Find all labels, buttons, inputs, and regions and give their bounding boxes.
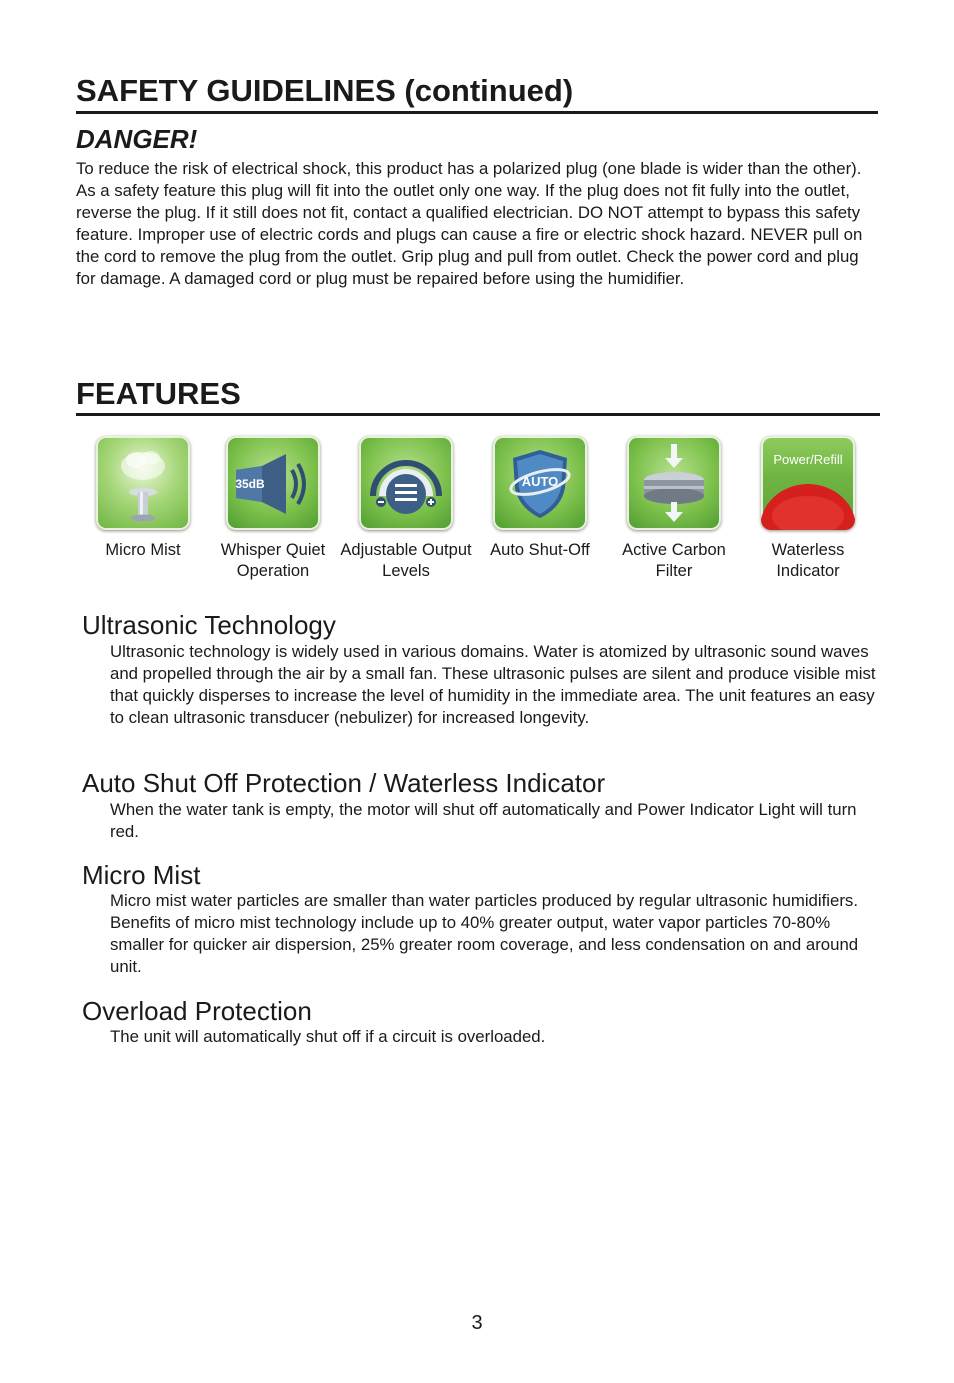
power-refill-badge: Power/Refill bbox=[773, 452, 843, 467]
heading-rule bbox=[76, 111, 878, 114]
feature-auto-shutoff bbox=[473, 436, 607, 561]
feature-carbon-filter bbox=[607, 436, 741, 582]
safety-heading: SAFETY GUIDELINES (continued) bbox=[76, 73, 574, 108]
feature-whisper-quiet bbox=[206, 436, 340, 582]
section-title: Ultrasonic Technology bbox=[82, 610, 336, 640]
feature-icons-row bbox=[76, 436, 876, 596]
icon-label: Active Carbon Filter bbox=[622, 541, 726, 580]
section-text: The unit will automatically shut off if a circuit is overloaded. bbox=[110, 1027, 546, 1046]
heading-rule bbox=[76, 413, 880, 416]
icon-label: Adjustable Output Levels bbox=[340, 541, 472, 580]
section-title: Micro Mist bbox=[82, 860, 201, 890]
icon-label: Waterless Indicator bbox=[771, 541, 845, 580]
features-heading: FEATURES bbox=[76, 376, 241, 411]
danger-text: To reduce the risk of electrical shock, this product has a polarized plug (one blade is wider than the other). As a safety feature this plug will fit into the outlet only one way. If the plug does not fit fully into the outlet, reverse the plug. If it still does not fit, contact a qualified electrician. DO NOT attempt to bypass this safety feature. Improper use of electric cords and plugs can cause a fire or electric shock hazard. NEVER pull on the cord to remove the plug from the outlet. Grip plug and pull from outlet. Check the power cord and plug for damage. A damaged cord or plug must be repaired before using the humidifier. bbox=[76, 159, 863, 288]
whisper-quiet-icon bbox=[226, 436, 320, 530]
auto-shutoff-icon bbox=[493, 436, 587, 530]
feature-adjustable-output bbox=[339, 436, 473, 582]
section-text: Ultrasonic technology is widely used in various domains. Water is atomized by ultrasonic sound waves and propelled through the air by a small fan. These ultrasonic pulses are silent and produce visible mist that quickly disperses to increase the level of humidity in the immediate area. The unit features an easy to clean ultrasonic transducer (nebulizer) for increased longevity. bbox=[110, 642, 876, 727]
icon-label: Whisper Quiet Operation bbox=[220, 541, 326, 580]
carbon-filter-icon bbox=[627, 436, 721, 530]
section-title: Auto Shut Off Protection / Waterless Indicator bbox=[82, 768, 606, 798]
page-number: 3 bbox=[471, 1312, 483, 1334]
decibel-badge: 35dB bbox=[235, 477, 265, 491]
section-text: Micro mist water particles are smaller than water particles produced by regular ultrasonic humidifiers. Benefits of micro mist technology include up to 40% greater output, water vapor particles 70-80% smaller for quicker air dispersion, 25% greater room coverage, and less condensation on and around unit. bbox=[110, 891, 859, 976]
feature-waterless-indicator bbox=[741, 436, 875, 582]
micro-mist-icon bbox=[96, 436, 190, 530]
danger-label: DANGER! bbox=[76, 124, 198, 154]
section-text: When the water tank is empty, the motor will shut off automatically and Power Indicator Light will turn red. bbox=[110, 800, 857, 841]
icon-label: Micro Mist bbox=[105, 541, 181, 559]
waterless-indicator-icon bbox=[761, 436, 855, 530]
feature-micro-mist bbox=[76, 436, 210, 561]
icon-label: Auto Shut-Off bbox=[490, 541, 590, 559]
auto-badge: AUTO bbox=[521, 474, 559, 489]
adjustable-output-icon bbox=[359, 436, 453, 530]
section-title: Overload Protection bbox=[82, 996, 312, 1026]
